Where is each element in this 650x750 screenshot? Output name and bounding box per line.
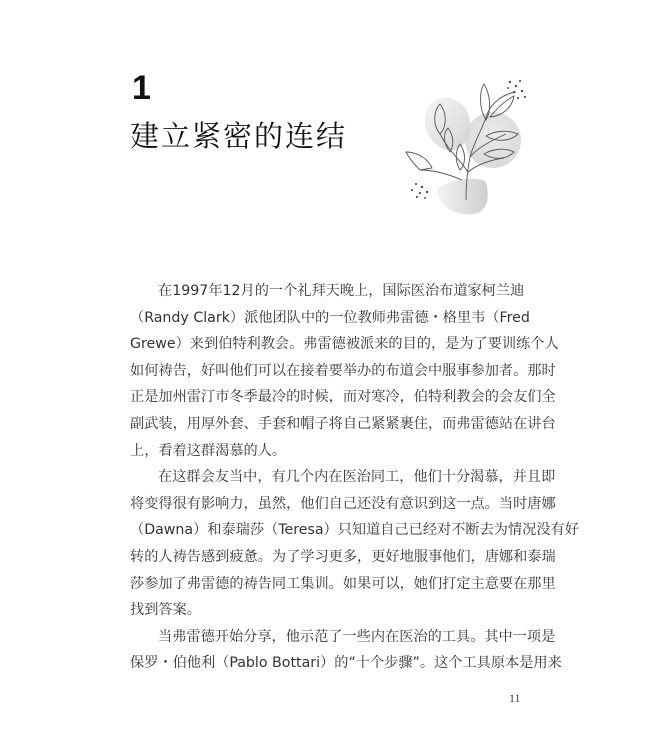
text-line: 在这群会友当中，有几个内在医治同工，他们十分渴慕，并且即 bbox=[158, 469, 556, 486]
text-line: Grewe）来到伯特利教会。弗雷德被派来的目的，是为了要训练个人 bbox=[130, 336, 559, 353]
text-line: 正是加州雷汀市冬季最冷的时候，而对寒冷，伯特利教会的会友们全 bbox=[130, 389, 556, 406]
text-line: 找到答案。 bbox=[130, 602, 201, 619]
text-line: 莎参加了弗雷德的祷告同工集训。如果可以，她们打定主意要在那里 bbox=[130, 575, 556, 592]
plant-leaves-illustration-icon bbox=[398, 72, 528, 220]
text-line: 将变得很有影响力，虽然，他们自己还没有意识到这一点。当时唐娜 bbox=[130, 495, 556, 512]
text-line: 在1997年12月的一个礼拜天晚上，国际医治布道家柯兰迪 bbox=[158, 283, 525, 299]
text-line: （Randy Clark）派他团队中的一位教师弗雷德・格里韦（Fred bbox=[130, 309, 530, 326]
text-line: 如何祷告，好叫他们可以在接着要举办的布道会中服事参加者。那时 bbox=[130, 362, 556, 379]
text-line: 上，看着这群渴慕的人。 bbox=[130, 442, 287, 459]
paragraph-3 bbox=[130, 624, 562, 677]
paragraph-2 bbox=[130, 464, 579, 624]
text-line: （Dawna）和泰瑞莎（Teresa）只知道自己已经对不断去为情况没有好 bbox=[130, 522, 579, 539]
paragraph-1 bbox=[130, 278, 559, 464]
text-line: 当弗雷德开始分享，他示范了一些内在医治的工具。其中一项是 bbox=[158, 628, 556, 645]
text-line: 副武装，用厚外套、手套和帽子将自己紧紧裹住，而弗雷德站在讲台 bbox=[130, 415, 556, 432]
chapter-body bbox=[130, 278, 579, 677]
chapter-number: 1 bbox=[132, 69, 151, 107]
text-line: 保罗・伯他利（Pablo Bottari）的“十个步骤”。这个工具原本是用来 bbox=[130, 655, 562, 672]
page-number: 11 bbox=[509, 691, 521, 705]
chapter-title: 建立紧密的连结 bbox=[130, 119, 348, 153]
text-line: 转的人祷告感到疲惫。为了学习更多，更好地服事他们，唐娜和泰瑞 bbox=[130, 548, 556, 565]
